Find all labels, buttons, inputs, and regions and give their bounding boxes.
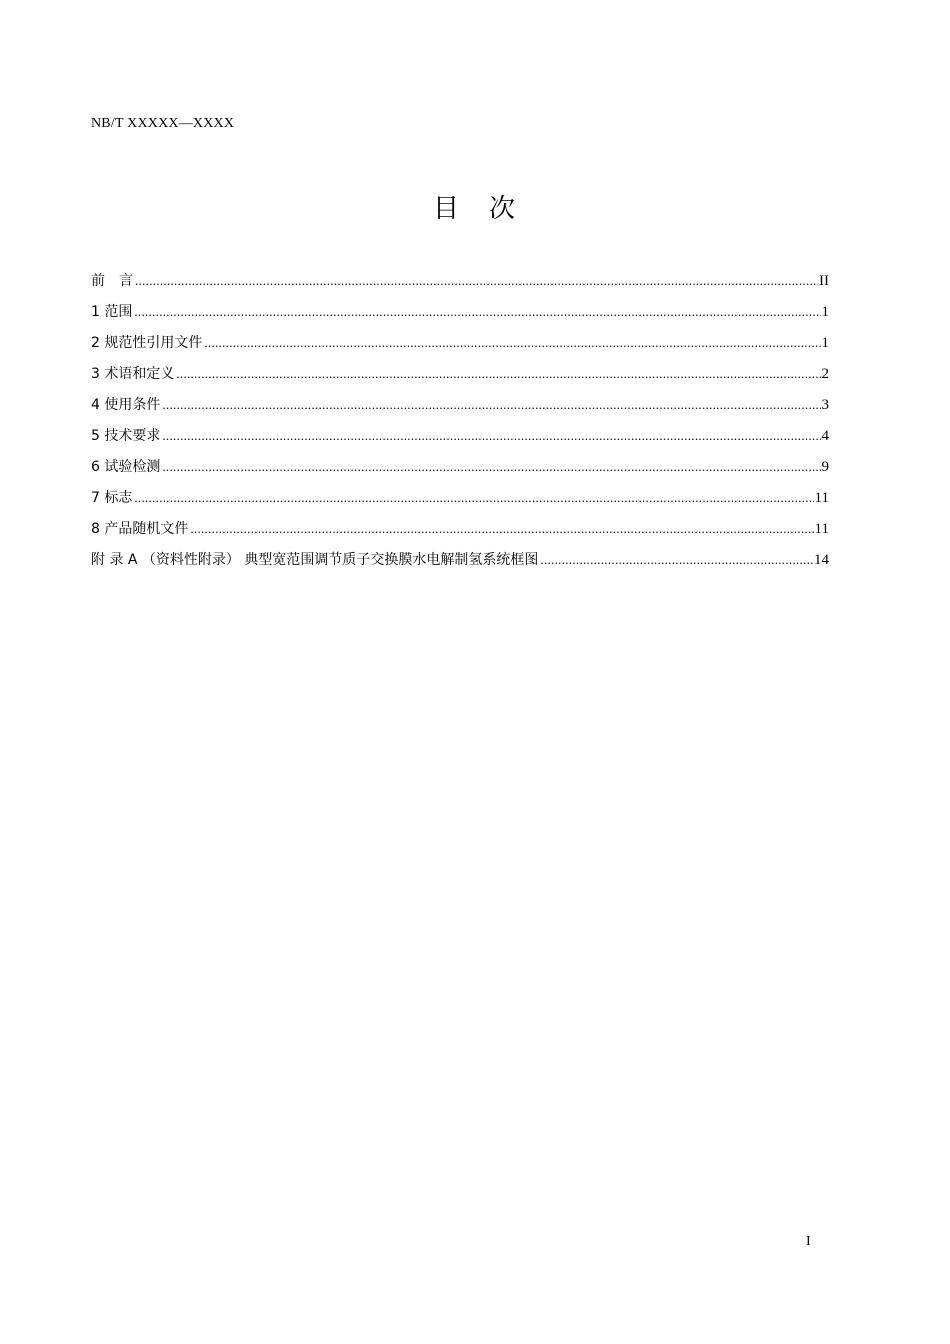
toc-entry-marking[interactable] (91, 485, 829, 516)
page-number: I (806, 1234, 811, 1249)
toc-leader-dots (134, 299, 820, 325)
toc-leader-dots (204, 330, 820, 356)
toc-entry-page: 2 (821, 366, 829, 382)
toc-leader-dots (135, 268, 818, 294)
toc-entry-testing[interactable] (91, 454, 829, 485)
toc-entry-label: 5 技术要求 (91, 428, 161, 444)
toc-entry-technical-requirements[interactable] (91, 423, 829, 454)
toc-leader-dots (540, 547, 813, 573)
toc-leader-dots (162, 423, 820, 449)
toc-entry-label: 附 录 A （资料性附录） 典型宽范围调节质子交换膜水电解制氢系统框图 (91, 552, 539, 568)
toc-entry-normative-references[interactable] (91, 330, 829, 361)
toc-entry-page: II (819, 273, 829, 289)
toc-entry-page: 3 (821, 397, 829, 413)
toc-entry-conditions-of-use[interactable] (91, 392, 829, 423)
toc-entry-label: 6 试验检测 (91, 459, 161, 475)
toc-entry-page: 1 (821, 335, 829, 351)
toc-entry-page: 11 (814, 521, 829, 537)
toc-entry-page: 14 (814, 552, 829, 568)
toc-entry-page: 4 (821, 428, 829, 444)
toc-entry-label: 前 言 (91, 273, 133, 289)
document-code: NB/T XXXXX—XXXX (91, 116, 235, 131)
toc-title: 目 次 (432, 194, 517, 224)
toc-leader-dots (162, 392, 820, 418)
toc-entry-annex-a[interactable] (91, 547, 829, 578)
toc-entry-label: 4 使用条件 (91, 397, 161, 413)
toc-leader-dots (176, 361, 820, 387)
toc-leader-dots (134, 485, 813, 511)
toc-leader-dots (162, 454, 820, 480)
toc-entry-page: 9 (821, 459, 829, 475)
toc-entry-label: 7 标志 (91, 490, 133, 506)
toc-entry-accompanying-documents[interactable] (91, 516, 829, 547)
toc-entry-page: 1 (821, 304, 829, 320)
toc-entry-scope[interactable] (91, 299, 829, 330)
toc-entry-page: 11 (814, 490, 829, 506)
toc-entry-foreword[interactable] (91, 268, 829, 299)
toc-entry-label: 3 术语和定义 (91, 366, 175, 382)
toc-entry-label: 1 范围 (91, 304, 133, 320)
toc-entry-label: 2 规范性引用文件 (91, 335, 203, 351)
toc-entry-terms-definitions[interactable] (91, 361, 829, 392)
toc-entry-label: 8 产品随机文件 (91, 521, 189, 537)
toc-list (91, 268, 829, 578)
toc-leader-dots (190, 516, 813, 542)
